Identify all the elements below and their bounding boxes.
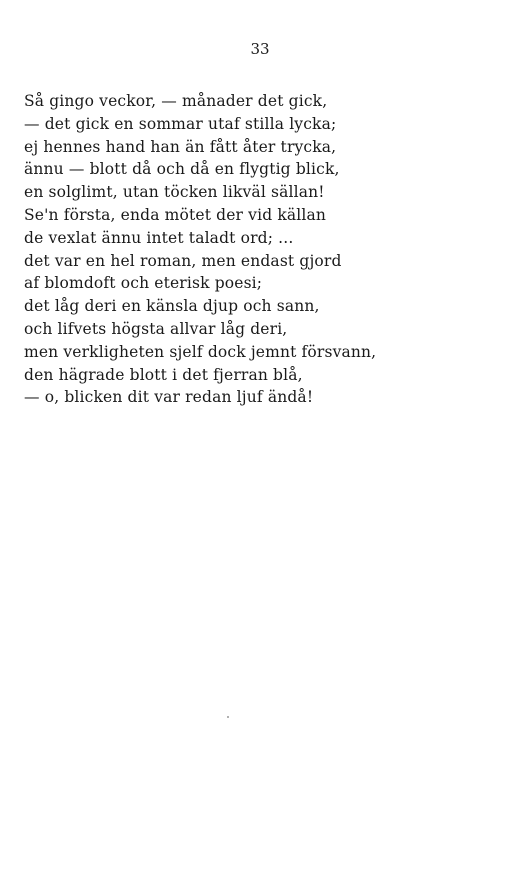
poem-line: — det gick en sommar utaf stilla lycka; <box>24 114 337 133</box>
poem-line: de vexlat ännu intet taladt ord; ... <box>24 228 294 247</box>
page-number: 33 <box>250 40 270 58</box>
poem-line: det var en hel roman, men endast gjord <box>24 251 342 270</box>
poem-line: och lifvets högsta allvar låg deri, <box>24 319 288 338</box>
poem-line: Så gingo veckor, — månader det gick, <box>24 92 328 110</box>
poem-text <box>24 90 496 409</box>
poem-line: men verkligheten sjelf dock jemnt försvann, <box>24 342 377 361</box>
page-speck <box>227 716 229 718</box>
poem-line: ej hennes hand han än fått åter trycka, <box>24 137 337 156</box>
poem-line: af blomdoft och eterisk poesi; <box>24 274 263 293</box>
poem-line: — o, blicken dit var redan ljuf ändå! <box>24 388 314 407</box>
poem-line: det låg deri en känsla djup och sann, <box>24 297 320 316</box>
poem-line: Se'n första, enda mötet der vid källan <box>24 205 327 224</box>
poem-line: den hägrade blott i det fjerran blå, <box>24 365 303 384</box>
poem-line: ännu — blott då och då en flygtig blick, <box>24 160 340 179</box>
poem-line: en solglimt, utan töcken likväl sällan! <box>24 183 325 202</box>
